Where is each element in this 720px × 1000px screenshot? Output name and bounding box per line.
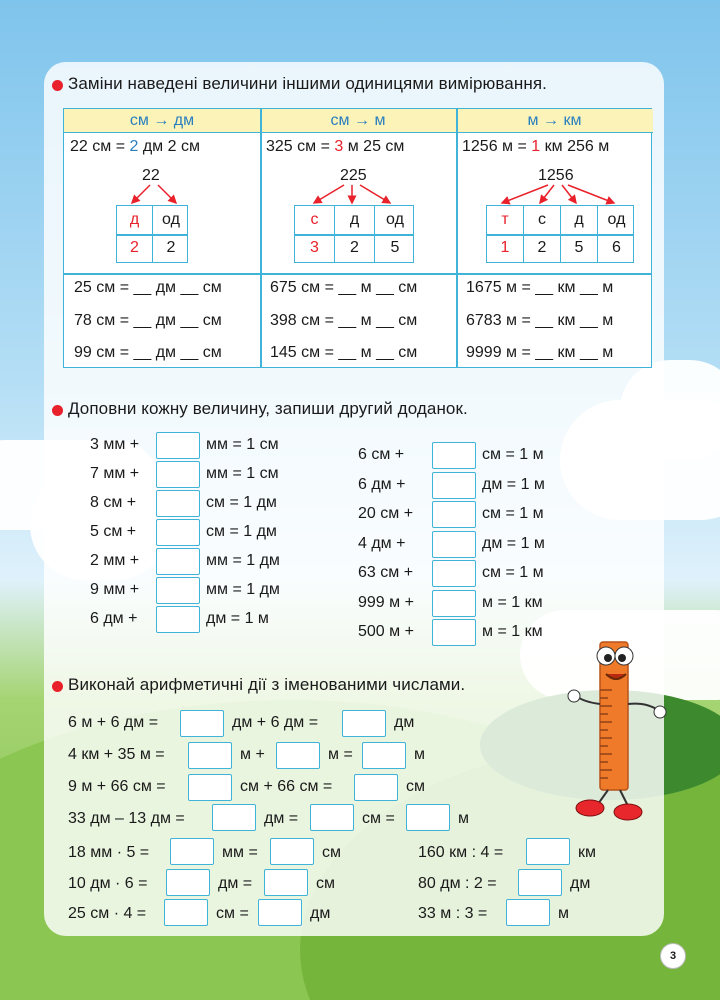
t2-left-row-7-result: дм = 1 м xyxy=(206,610,269,627)
t2-left-row-4-result: см = 1 дм xyxy=(206,523,277,540)
t3-r2-d: м xyxy=(414,746,425,763)
col2-arrows xyxy=(292,183,412,207)
t3-r3-b: см + 66 см = xyxy=(240,778,333,795)
t3-r4-d: м xyxy=(458,810,469,827)
t3-r2-b: м + xyxy=(240,746,265,763)
col3-example: 1256 м = 1 км 256 м xyxy=(462,138,610,155)
t3-r4-b: дм = xyxy=(264,810,299,827)
t3-r5-a: 18 мм · 5 = xyxy=(68,844,150,861)
t3-r6-b: дм = xyxy=(218,875,253,892)
t3-r2-box3[interactable] xyxy=(362,742,406,769)
t3-r1-c: дм xyxy=(394,714,415,731)
conversion-table xyxy=(63,108,652,368)
t3-r1-b: дм + 6 дм = xyxy=(232,714,319,731)
t2-left-row-5-answer-box[interactable] xyxy=(156,548,200,575)
t2-right-row-3-term: 20 см + xyxy=(358,505,414,522)
t2-right-row-7-term: 500 м + xyxy=(358,623,414,640)
t2-right-row-5-result: см = 1 м xyxy=(482,564,544,581)
col3-row-2[interactable]: 6783 м = __ км __ м xyxy=(466,312,614,329)
t2-left-row-1-result: мм = 1 см xyxy=(206,436,279,453)
col1-arrows xyxy=(114,183,194,207)
t2-right-row-4-term: 4 дм + xyxy=(358,534,406,552)
t2-right-row-4-result: дм = 1 м xyxy=(482,534,545,552)
t2-left-row-6-term: 9 мм + xyxy=(90,581,140,598)
t2-right-row-2-answer-box[interactable] xyxy=(432,472,476,499)
col1-header: см → дм xyxy=(64,109,260,133)
t3-r2-box1[interactable] xyxy=(188,742,232,769)
t3-r7-c: дм xyxy=(310,905,331,922)
t2-right-row-5-answer-box[interactable] xyxy=(432,560,476,587)
t3-r5-box2[interactable] xyxy=(270,838,314,865)
t2-right-row-7-answer-box[interactable] xyxy=(432,619,476,646)
task3-bullet xyxy=(52,681,63,692)
col1-place-table: д 2 од 2 xyxy=(116,205,188,263)
t2-left-row-2-term: 7 мм + xyxy=(90,465,140,482)
t2-left-row-4-answer-box[interactable] xyxy=(156,519,200,546)
t3-r5-box1[interactable] xyxy=(170,838,214,865)
t3-r7-box1[interactable] xyxy=(164,899,208,926)
t2-right-row-6-result: м = 1 км xyxy=(482,593,543,611)
t2-left-row-4-term: 5 см + xyxy=(90,523,137,540)
t3-r3-a: 9 м + 66 см = xyxy=(68,778,166,795)
col3-arrows xyxy=(478,183,638,207)
t3-r6-box1[interactable] xyxy=(166,869,210,896)
col1-number: 22 xyxy=(142,167,160,184)
col3-place-table: т 1 с 2 д 5 од 6 xyxy=(486,205,634,263)
col3-number: 1256 xyxy=(538,167,574,184)
t2-right-row-4-answer-box[interactable] xyxy=(432,531,476,558)
t2-right-row-6-term: 999 м + xyxy=(358,593,414,611)
task2-instruction: Доповни кожну величину, запиши другий доданок. xyxy=(68,399,468,418)
col2-place-table: с 3 д 2 од 5 xyxy=(294,205,414,263)
t3-r3-box1[interactable] xyxy=(188,774,232,801)
t3-r2-a: 4 км + 35 м = xyxy=(68,746,165,763)
t2-right-row-2-result: дм = 1 м xyxy=(482,475,545,493)
t3-r4-box2[interactable] xyxy=(310,804,354,831)
col1-row-3[interactable]: 99 см = __ дм __ см xyxy=(74,344,222,361)
col2-header: см → м xyxy=(260,109,456,133)
col1-row-1[interactable]: 25 см = __ дм __ см xyxy=(74,279,222,296)
t2-right-row-5-term: 63 см + xyxy=(358,564,414,581)
t3-r7-b: см = xyxy=(216,905,249,922)
t3-r4-a: 33 дм – 13 дм = xyxy=(68,810,185,827)
t3-s2-a: 80 дм : 2 = xyxy=(418,875,497,892)
t2-right-row-1-answer-box[interactable] xyxy=(432,442,476,469)
col2-row-3[interactable]: 145 см = __ м __ см xyxy=(270,344,418,361)
t2-left-row-2-answer-box[interactable] xyxy=(156,461,200,488)
col3-header: м → км xyxy=(456,109,653,133)
col2-example: 325 см = 3 м 25 см xyxy=(266,138,405,155)
task2-bullet xyxy=(52,405,63,416)
col1-row-2[interactable]: 78 см = __ дм __ см xyxy=(74,312,222,329)
t2-left-row-3-term: 8 см + xyxy=(90,494,137,511)
task1-bullet xyxy=(52,80,63,91)
t2-right-row-7-result: м = 1 км xyxy=(482,623,543,640)
t2-right-row-2-term: 6 дм + xyxy=(358,475,406,493)
t3-s3-b: м xyxy=(558,905,569,922)
t3-r4-box3[interactable] xyxy=(406,804,450,831)
col2-row-2[interactable]: 398 см = __ м __ см xyxy=(270,312,418,329)
t3-r3-c: см xyxy=(406,778,425,795)
t3-r1-a: 6 м + 6 дм = xyxy=(68,714,159,731)
t3-r5-c: см xyxy=(322,844,341,861)
t2-left-row-5-result: мм = 1 дм xyxy=(206,552,280,569)
t2-left-row-6-result: мм = 1 дм xyxy=(206,581,280,598)
t2-left-row-3-answer-box[interactable] xyxy=(156,490,200,517)
t3-r2-box2[interactable] xyxy=(276,742,320,769)
t3-r6-box2[interactable] xyxy=(264,869,308,896)
t2-left-row-1-term: 3 мм + xyxy=(90,436,140,453)
t3-r1-box2[interactable] xyxy=(342,710,386,737)
col1-example: 22 см = 2 дм 2 см xyxy=(70,138,200,155)
t2-left-row-7-term: 6 дм + xyxy=(90,610,138,627)
t3-s2-box[interactable] xyxy=(518,869,562,896)
t3-s1-a: 160 км : 4 = xyxy=(418,844,504,861)
task3-instruction: Виконай арифметичні дії з іменованими числами. xyxy=(68,675,466,694)
t3-s1-b: км xyxy=(578,844,596,861)
t3-s3-a: 33 м : 3 = xyxy=(418,905,488,922)
t3-s2-b: дм xyxy=(570,875,591,892)
t3-s1-box[interactable] xyxy=(526,838,570,865)
col3-row-1[interactable]: 1675 м = __ км __ м xyxy=(466,279,614,296)
col3-row-3[interactable]: 9999 м = __ км __ м xyxy=(466,344,614,361)
t2-left-row-2-result: мм = 1 см xyxy=(206,465,279,482)
t3-r3-box2[interactable] xyxy=(354,774,398,801)
ruler-mascot-icon xyxy=(566,632,670,822)
t2-right-row-1-term: 6 см + xyxy=(358,446,405,463)
t3-r6-c: см xyxy=(316,875,335,892)
t2-right-row-1-result: см = 1 м xyxy=(482,446,544,463)
t3-r5-b: мм = xyxy=(222,844,258,861)
t3-r4-box1[interactable] xyxy=(212,804,256,831)
task1-instruction: Заміни наведені величини іншими одиницями вимірювання. xyxy=(68,74,547,93)
col2-number: 225 xyxy=(340,167,367,184)
t3-r7-box2[interactable] xyxy=(258,899,302,926)
t2-right-row-3-result: см = 1 м xyxy=(482,505,544,522)
col2-row-1[interactable]: 675 см = __ м __ см xyxy=(270,279,418,296)
t2-left-row-3-result: см = 1 дм xyxy=(206,494,277,511)
t2-right-row-6-answer-box[interactable] xyxy=(432,590,476,617)
t3-r6-a: 10 дм · 6 = xyxy=(68,875,148,892)
t3-r1-box1[interactable] xyxy=(180,710,224,737)
t2-left-row-6-answer-box[interactable] xyxy=(156,577,200,604)
t3-s3-box[interactable] xyxy=(506,899,550,926)
page-number: 3 xyxy=(660,943,686,969)
t3-r7-a: 25 см · 4 = xyxy=(68,905,147,922)
t2-right-row-3-answer-box[interactable] xyxy=(432,501,476,528)
t3-r2-c: м = xyxy=(328,746,353,763)
t2-left-row-1-answer-box[interactable] xyxy=(156,432,200,459)
t2-left-row-5-term: 2 мм + xyxy=(90,552,140,569)
t3-r4-c: см = xyxy=(362,810,395,827)
t2-left-row-7-answer-box[interactable] xyxy=(156,606,200,633)
